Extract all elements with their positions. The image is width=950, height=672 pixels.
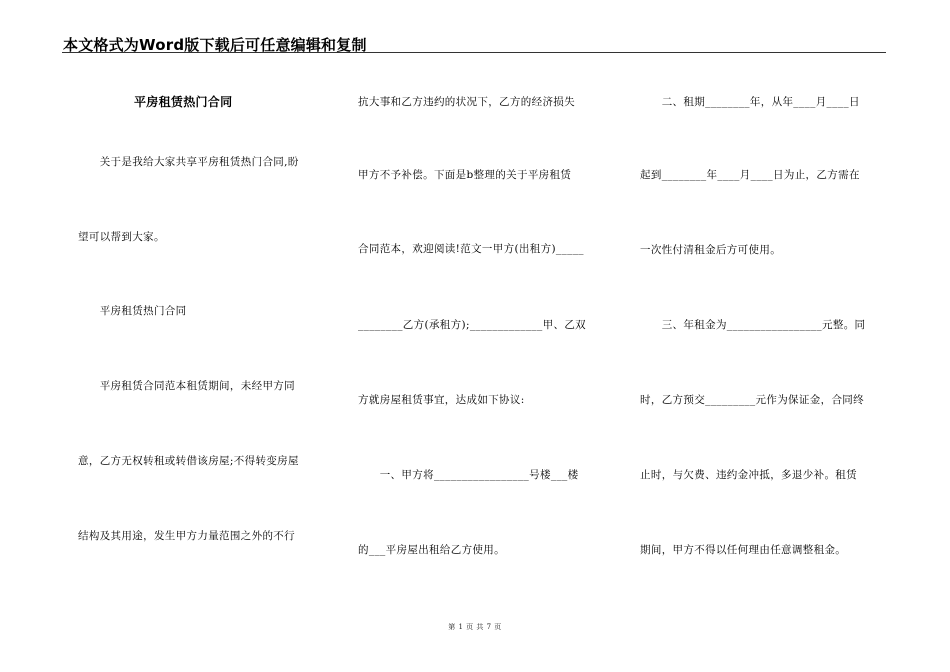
text-line: 关于是我给大家共享平房租赁热门合同,盼 (78, 156, 299, 168)
text-line: 的___平房屋出租给乙方使用。 (358, 544, 505, 556)
text-line: 一、甲方将_________________号楼___楼 (358, 469, 579, 481)
page-number: 第 1 页 共 7 页 (448, 623, 502, 631)
text-line: 止时，与欠费、违约金冲抵，多退少补。租赁 (640, 469, 857, 481)
text-line: 时，乙方预交_________元作为保证金，合同终 (640, 394, 864, 406)
text-line: 抗大事和乙方违约的状况下，乙方的经济损失 (358, 96, 575, 108)
text-line: 平房租赁合同范本租赁期间，未经甲方同 (78, 380, 295, 392)
text-line: 望可以帮到大家。 (78, 231, 165, 243)
text-line: 甲方不予补偿。下面是b整理的关于平房租赁 (358, 169, 572, 181)
text-line: 期间，甲方不得以任何理由任意调整租金。 (640, 544, 847, 556)
text-line: 二、租期________年，从年____月____日 (640, 96, 860, 108)
text-line: 一次性付清租金后方可使用。 (640, 244, 782, 256)
text-line: 起到________年____月____日为止，乙方需在 (640, 169, 860, 181)
text-line: 方就房屋租赁事宜，达成如下协议: (358, 394, 525, 406)
document-title: 平房租赁热门合同 (134, 95, 233, 109)
text-line: ________乙方(承租方);_____________甲、乙双 (358, 319, 587, 331)
text-line: 平房租赁热门合同 (78, 305, 187, 317)
header-divider (62, 52, 886, 53)
text-line: 结构及其用途，发生甲方力量范围之外的不行 (78, 530, 295, 542)
text-line: 三、年租金为_________________元整。同 (640, 319, 866, 331)
text-line: 意，乙方无权转租或转借该房屋;不得转变房屋 (78, 455, 299, 467)
document-header-title: 本文格式为Word版下载后可任意编辑和复制 (63, 36, 367, 54)
text-line: 合同范本，欢迎阅读!范文一甲方(出租方)_____ (358, 243, 584, 255)
